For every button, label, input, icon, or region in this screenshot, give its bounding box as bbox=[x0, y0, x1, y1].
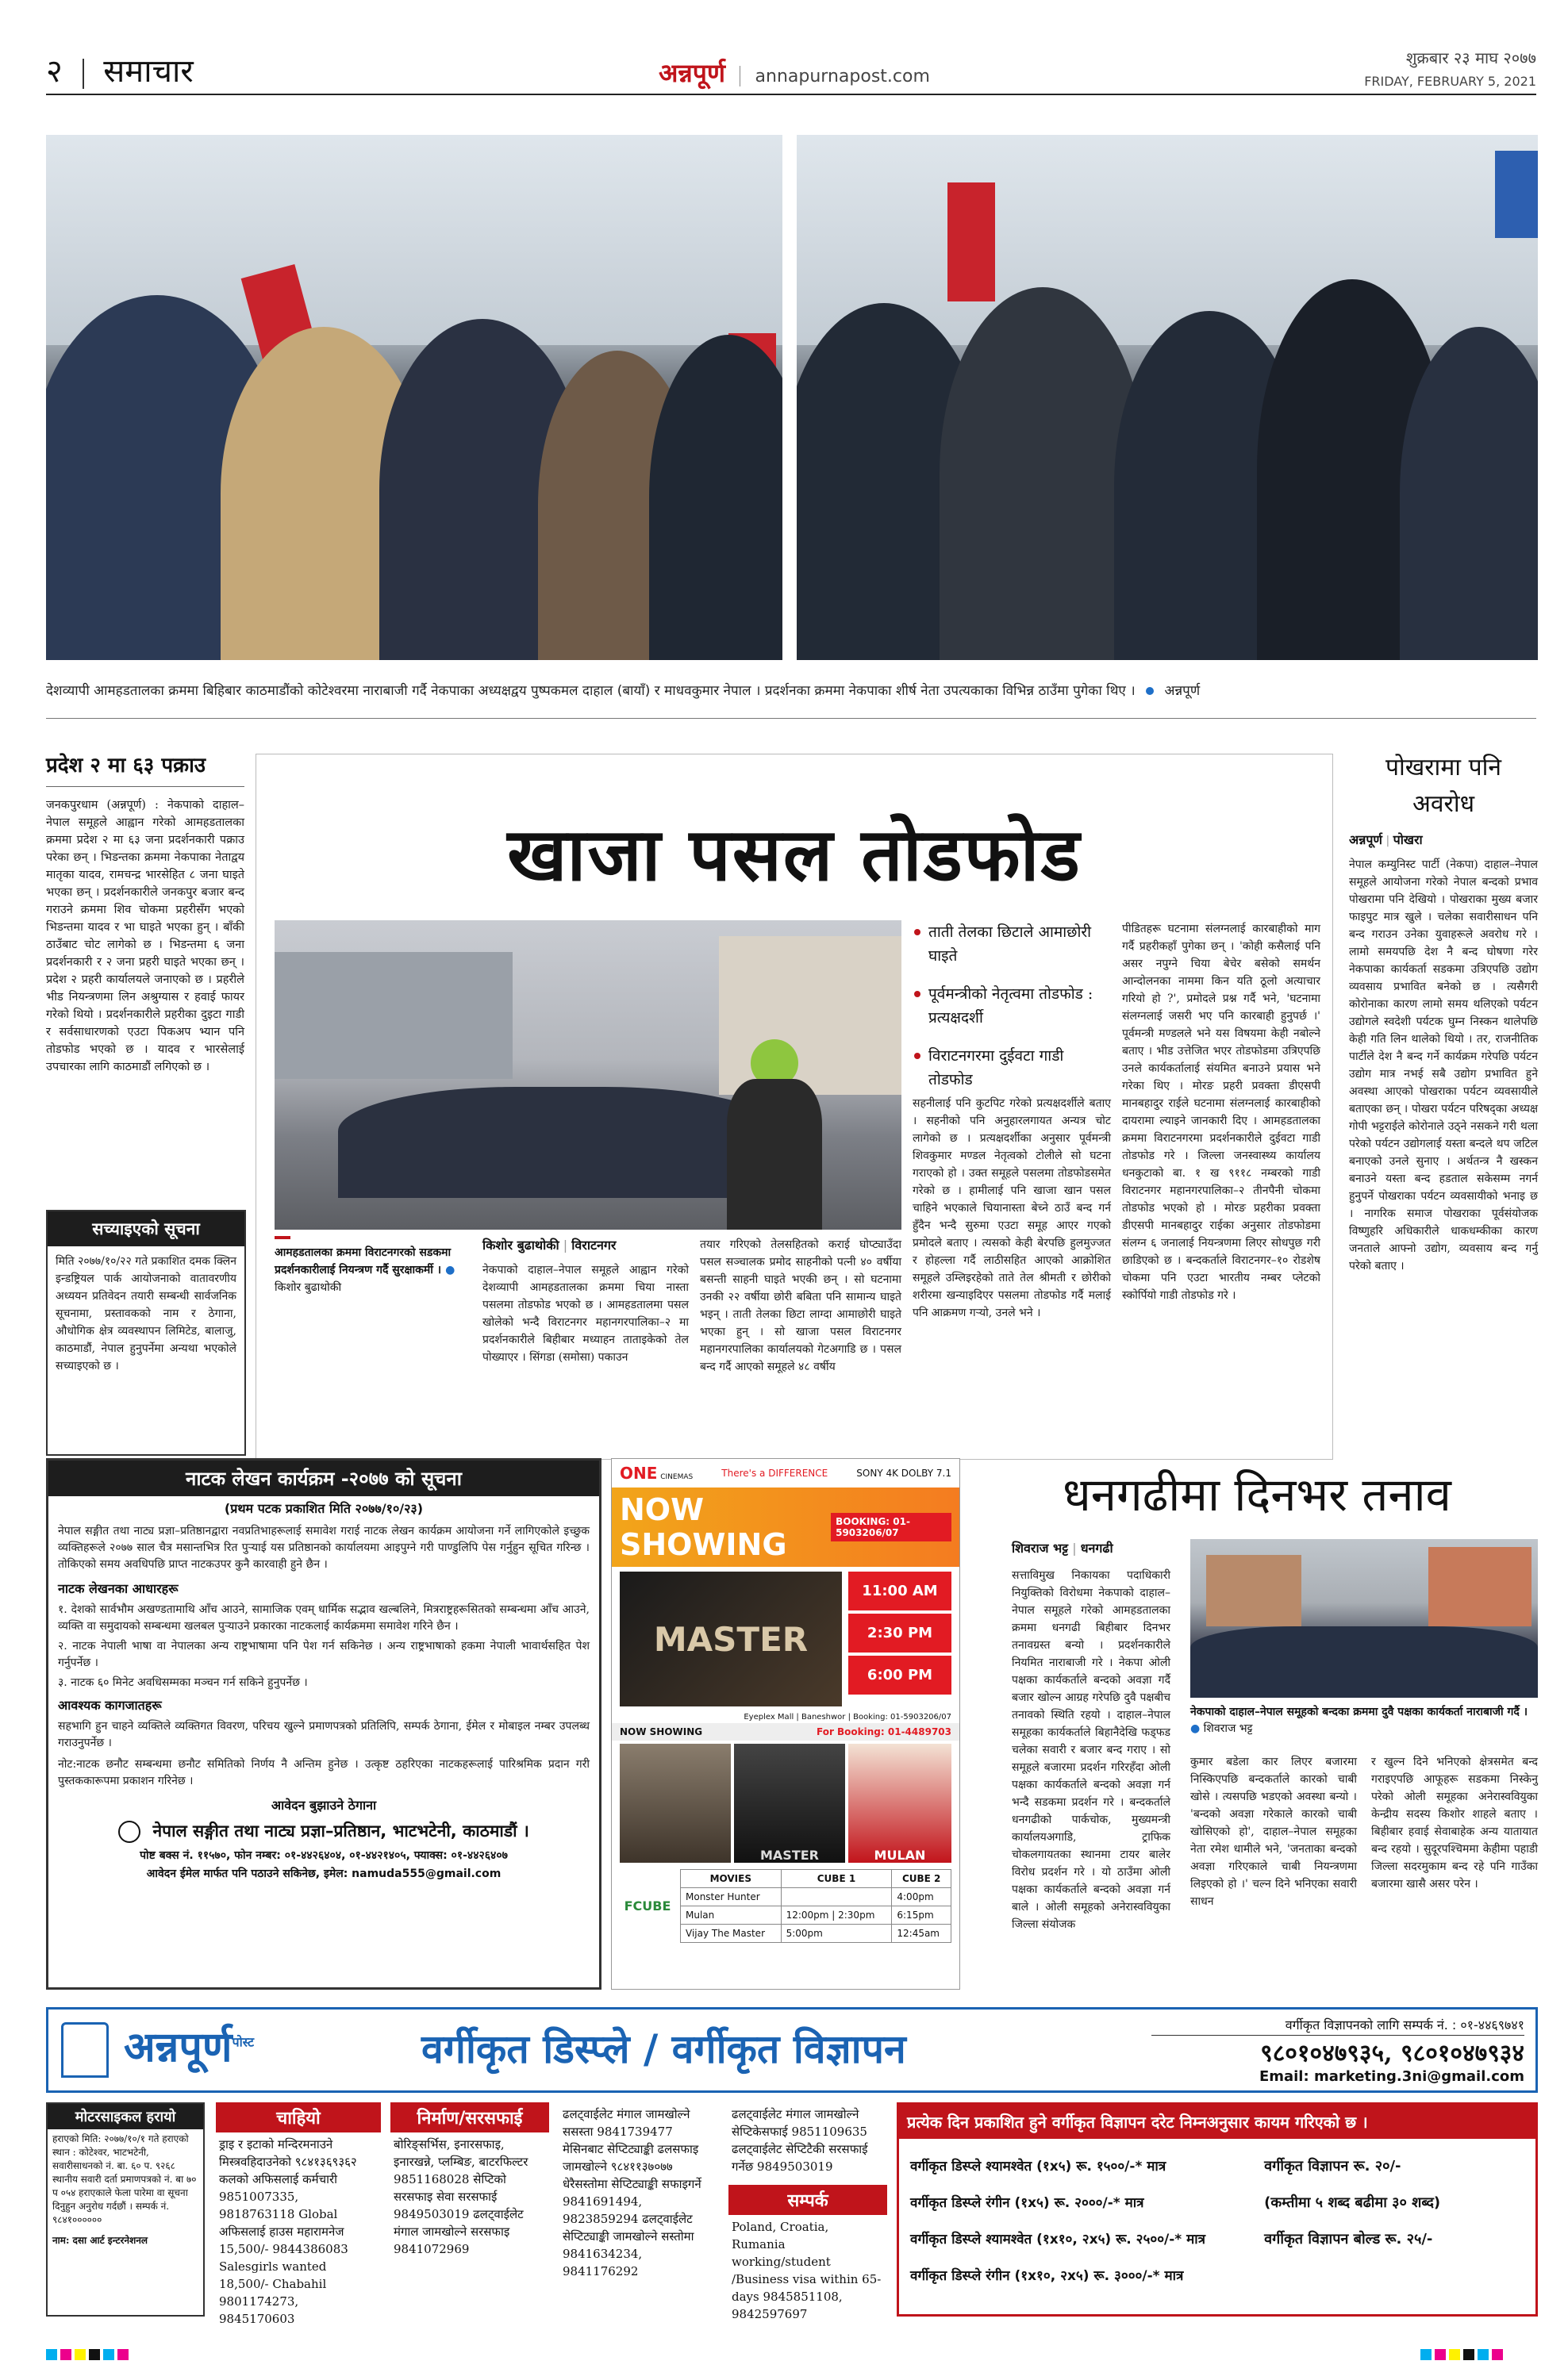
page-number: २ bbox=[46, 53, 63, 90]
rate-box bbox=[897, 2102, 1538, 2317]
natak-title: नाटक लेखन कार्यक्रम -२०७७ को सूचना bbox=[48, 1461, 599, 1496]
rate-columns bbox=[899, 2139, 1535, 2304]
site-url[interactable]: annapurnapost.com bbox=[755, 67, 930, 86]
natak-org bbox=[48, 1817, 599, 1846]
dhangadhi-col-1: सत्ताविमुख निकायका पदाधिकारी नियुक्तिको विरोधमा नेकपाको दाहाल–नेपाल समूहले गरेको आमहडतालका क्रममा धनगढी बिहीबार दिनभर तनावग्रस्त बन्यो । प्रदर्शनकारीले नियमित नाराबाजी गरे । नेकपा ओली पक्षका कार्यकर्ताले बन्दको अवज्ञा गर्दै बजार खोल्न आग्रह गरेपछि दुवै पक्षबीच तनावको स्थिति रहयो । दाहाल–नेपाल समूहका कार्यकर्ताले बिहानैदेखि फड्फड चलेका सवारी र बजार बन्द गराए । सो समूहले बजारमा प्रदर्शन गरिरहँदा ओली पक्षका कार्यकर्ताले बन्दको अवज्ञा गर्न भन्दै सडकमा प्रदर्शन गरे । बन्दकर्ताले धनगढीको पार्कचोक, मुख्यमन्त्री कार्यालयअगाडि, ट्राफिक चोकलगायतका स्थानमा टायर बालेर विरोध प्रदर्शन गरे । यो ठाउँमा ओली पक्षका कार्यकर्ताले बन्दको अवज्ञा गर्न बाले । ओली समूहको अनेरास्ववियुका जिल्ला संयोजक bbox=[1012, 1569, 1170, 1931]
table-cell: Mulan bbox=[681, 1906, 782, 1925]
pokhara-byline: अन्नपूर्ण | पोखरा bbox=[1349, 832, 1423, 847]
table-row bbox=[681, 1925, 951, 1943]
cinema-topbar bbox=[612, 1459, 959, 1488]
rate-right bbox=[1264, 2148, 1524, 2294]
natak-submit-title: आवेदन बुझाउने ठेगाना bbox=[271, 1798, 377, 1813]
cinema-venue: Eyeplex Mall | Baneshwor | Booking: 01-5903206/07 bbox=[744, 1713, 951, 1722]
banner-brand-name: अन्नपूर्ण bbox=[124, 2023, 233, 2071]
banner-phones: ९८०१०४७९३५, ९८०१०४७९३४ bbox=[1260, 2040, 1524, 2067]
motor-footer: नाम: दसा आर्ट इन्टरनेशनल bbox=[52, 2235, 148, 2246]
rate-item: वर्गीकृत विज्ञापन रू. २०/- bbox=[1264, 2158, 1401, 2175]
date-block bbox=[1364, 46, 1536, 94]
sampark-body: Poland, Croatia, Rumania working/student /Business visa within 65-days 9845851108, 9842597697 bbox=[732, 2220, 882, 2321]
natak-emblem-icon bbox=[118, 1821, 140, 1843]
dhangadhi-byline-name: शिवराज भट्ट bbox=[1012, 1541, 1069, 1556]
page-number-section bbox=[46, 48, 194, 91]
pokhara-byline-place: पोखरा bbox=[1393, 832, 1423, 847]
dhangadhi-photo-credit: शिवराज भट्ट bbox=[1203, 1722, 1253, 1735]
left-story-title: प्रदेश २ मा ६३ पक्राउ bbox=[46, 750, 244, 787]
rate-item: वर्गीकृत डिस्प्ले श्यामश्वेत (१x१०, २x५) रू. २५००/-* मात्र bbox=[910, 2232, 1206, 2248]
correction-notice-body: मिति २०७७/१०/२२ गते प्रकाशित दमक क्लिन इन्डष्ट्रियल पार्क आयोजनाको वातावरणीय अध्ययन प्रतिवेदन तयारी सम्बन्धी सार्वजनिक सूचनामा, प्रस्तावकको नाम र ठेगाना, औधोगिक क्षेत्र व्यवस्थापन लिमिटेड, बालाजु, काठमाडौं, नेपाल हुनुपर्नेमा अन्यथा भएकोले सच्याइएको छ । bbox=[56, 1255, 236, 1372]
dhangadhi-byline: शिवराज भट्ट | धनगढी bbox=[1012, 1541, 1113, 1556]
left-story-body: जनकपुरधाम (अन्नपूर्ण) : नेकपाको दाहाल–नेपाल समूहले आह्वान गरेको आमहडतालका क्रममा प्रदेश २ मा ६३ जना प्रदर्शनकारी पक्राउ परेका छन् । भिडन्तका क्रममा नेकपाका नेताद्वय मातृका यादव, रामचन्द्र भारसेहित ८ जना घाइते भएका छन् । प्रदर्शनकारीले जनकपुर बजार बन्द गराउने क्रममा शिव चोकमा प्रहरीसँग भएको भिडन्तमा यादव र भा घाइते भएका हुन् । बाँकी ठाउँबाट चोट लागेको छ । भिडन्तमा ६ जना प्रदर्शनकारी र २ जना प्रहरी घाइते भएका छन् । प्रदेश २ प्रहरी कार्यालयले जनाएको छ । प्रहरीले भीड नियन्त्रणमा लिन अश्रुग्यास र हवाई फायर गरेको थियो । प्रदर्शनकारीले प्रहरीका दुइटा गाडी र सर्वसाधारणको एउटा पिकअप भ्यान पनि तोडफोड भएको छ । यादव र भारसेलाई उपचारका लागि काठमाडौं लगिएको छ । bbox=[46, 799, 244, 1073]
now-showing-label: NOW SHOWING bbox=[620, 1492, 787, 1562]
booking-number: BOOKING: 01-5903206/07 bbox=[831, 1513, 951, 1541]
left-story bbox=[46, 750, 244, 1076]
master-poster-small[interactable]: MASTER bbox=[734, 1744, 845, 1863]
table-header: CUBE 2 bbox=[892, 1870, 951, 1888]
natak-criteria-title: नाटक लेखनका आधारहरू bbox=[58, 1581, 179, 1596]
feature-block bbox=[612, 1567, 959, 1711]
cinema-tagline: There's a DIFFERENCE bbox=[721, 1468, 828, 1479]
showtime[interactable]: 6:00 PM bbox=[848, 1656, 951, 1695]
now-showing-label-2: NOW SHOWING bbox=[620, 1726, 703, 1737]
rate-left bbox=[910, 2148, 1248, 2294]
col5-body: ढलट्वाईलेट मंगाल जामखोल्ने सेप्टिकेसफाई 9851109635 ढलट्वाईलेट सेप्टिटैकी सरसफाई गर्नेछ 9849503019 bbox=[732, 2107, 868, 2174]
natak-note: नोट:नाटक छनौट सम्बन्धमा छनौट समितिको निर्णय नै अन्तिम हुनेछ । उत्कृष्ट ठहरिएका नाटकहरूलाई पारिश्रमिक प्रदान गरी पुस्तककारूपमा प्रकाशन गरिनेछ । bbox=[58, 1758, 590, 1787]
mulan-poster[interactable]: MULAN bbox=[848, 1744, 951, 1863]
classified-nirman bbox=[390, 2102, 549, 2261]
bullet-item: ताती तेलका छिटाले आमाछोरी घाइते bbox=[913, 920, 1111, 968]
cinema-ad bbox=[611, 1458, 960, 1990]
bullet-dot-icon bbox=[1146, 687, 1154, 695]
nirman-body: बोरिङ्सर्भिस, इनारसफाइ, इनारखन्ने, प्लम्बिङ, बाटरफिल्टर 9851168028 सेप्टिको सरसफाइ सेवा सरसफाई 9849503019 ढलट्वाईलेट मंगाल जामखोल्ने सरसफाइ 9841072969 bbox=[394, 2137, 528, 2256]
main-col-1: नेकपाको दाहाल–नेपाल समूहले आह्वान गरेको देशव्यापी आमहडतालका क्रममा चिया नास्ता पसलमा तोडफोड भएको छ । आमहडतालमा पसल खोलेको भन्दै विराटनगर महानगरपालिका–२ मा प्रदर्शनकारीले बिहीबार मध्याहन ताताइकेको तेल पोख्याएर । सिंगडा (समोसा) पकाउन bbox=[482, 1264, 689, 1364]
main-byline: किशोर बुढाथोकी | विराटनगर bbox=[482, 1238, 617, 1253]
dhangadhi-title: धनगढीमा दिनभर तनाव bbox=[1063, 1468, 1451, 1522]
dhangadhi-col-2: कुमार बडेला कार लिएर बजारमा निस्किएपछि बन्दकर्ताले कारको चाबी खोसे । त्यसपछि भडएको अवस्था बन्यो । 'बन्दको अवज्ञा गरेकाले कारको चाबी खोसिएको हो', दाहाल–नेपाल समूहका नेता रमेश धामीले भने, 'जनताका बन्दको अवज्ञा गरिएकाले चाबी नियन्त्रणमा लिइएको हो ।' चल्न दिने भनिएका सवारी साधन bbox=[1190, 1756, 1357, 1908]
pokhara-story bbox=[1349, 750, 1538, 1275]
table-header: CUBE 1 bbox=[781, 1870, 892, 1888]
main-byline-name: किशोर बुढाथोकी bbox=[482, 1238, 559, 1253]
dhangadhi-photo-caption-block bbox=[1190, 1704, 1538, 1737]
table-cell: 12:00pm | 2:30pm bbox=[781, 1906, 892, 1925]
bullet-item: पूर्वमन्त्रीको नेतृत्वमा तोडफोड : प्रत्यक्षदर्शी bbox=[913, 982, 1111, 1030]
booking-number-2: For Booking: 01-4489703 bbox=[816, 1726, 951, 1737]
banner-brand-sub: पोस्ट bbox=[232, 2034, 255, 2050]
monster-hunter-poster[interactable] bbox=[620, 1744, 731, 1863]
pokhara-title-line1: पोखरामा पनि bbox=[1385, 754, 1502, 781]
registration-marks-left bbox=[46, 2348, 132, 2363]
correction-notice bbox=[46, 1210, 246, 1456]
now-showing-bar bbox=[612, 1488, 959, 1567]
natak-criteria-2: २. नाटक नेपाली भाषा वा नेपालका अन्य राष्ट्रभाषामा पनि पेश गर्न सकिनेछ । अन्य राष्ट्रभाषाको हकमा नेपाली भावार्थसहित पेश गर्नुपर्नेछ । bbox=[58, 1640, 590, 1669]
dhangadhi-photo bbox=[1190, 1539, 1538, 1698]
natak-email[interactable]: आवेदन ईमेल मार्फत पनि पठाउने सकिनेछ, इमेल: namuda555@gmail.com bbox=[146, 1868, 502, 1880]
rate-item: वर्गीकृत विज्ञापन बोल्ड रू. २५/- bbox=[1264, 2231, 1433, 2248]
classified-col5 bbox=[728, 2102, 887, 2326]
top-caption-credit: अन्नपूर्ण bbox=[1164, 683, 1201, 699]
fcube-logo: FCUBE bbox=[624, 1898, 671, 1914]
banner-email[interactable]: Email: marketing.3ni@gmail.com bbox=[1259, 2068, 1524, 2085]
table-cell: 4:00pm bbox=[892, 1888, 951, 1906]
table-cell: 6:15pm bbox=[892, 1906, 951, 1925]
table-row bbox=[681, 1888, 951, 1906]
main-col-3: सहनीलाई पनि कुटपिट गरेको प्रत्यक्षदर्शीले बताए । सहनीको पनि अनुहारलगायत अन्यत्र चोट लागेको छ । प्रत्यक्षदर्शीका अनुसार पूर्वमन्त्री शिवकुमार मण्डल नेतृत्वको टोलीले सो घटना गराएको हो । उक्त समूहले पसलमा तोडफोडसमेत गरेको छ । हामीलाई पनि खाजा खान पसल चाहिने भएकाले चियानास्ता बेच्ने ठाउँ बन्द गर्न हुँदैन भन्दै सुरुमा एउटा समूह आएर गएको प्रमोदले बताए । त्यसको केही बेरपछि हुलमुज्जत र होहल्ला गर्दै लाठीसहित आएको आक्रोशित समूहले उम्लिइरहेको ताते तेल श्रीमती र छोरीको शरीरमा खन्याइदिएर पसलमा तोडफोड गर्दै मलाई पनि आक्रमण गऱ्यो, उनले भने । bbox=[913, 1097, 1111, 1319]
main-byline-place: विराटनगर bbox=[571, 1238, 617, 1253]
natak-org-name: नेपाल सङ्गीत तथा नाट्य प्रज्ञा–प्रतिष्ठान, भाटभटेनी, काठमाडौं । bbox=[152, 1821, 529, 1841]
natak-intro: नेपाल सङ्गीत तथा नाट्य प्रज्ञा–प्रतिष्ठानद्वारा नवप्रतिभाहरूलाई समावेश गराई नाटक लेखन कार्यक्रम आयोजना गर्ने लागिएकोले इच्छुक व्यक्तिहरूले २०७७ साल चैत्र मसान्तभित्र रित पुऱ्याई यस प्रतिष्ठानको कार्यालयमा आइपुग्ने गरी पाण्डुलिपि पेस गर्नुहुन सूचित गरिन्छ । तोकिएको समय अवधिपछि प्राप्त नाटकउपर कुनै कारवाही हुने छैन । bbox=[58, 1525, 590, 1571]
bullet-dot-icon: ● bbox=[445, 1264, 455, 1276]
dhangadhi-photo-caption: नेकपाको दाहाल–नेपाल समूहको बन्दका क्रममा दुवै पक्षका कार्यकर्ता नाराबाजी गर्दै । bbox=[1190, 1706, 1528, 1718]
dhangadhi-col-3: र खुल्न दिने भनिएको क्षेत्रसमेत बन्द गराइएपछि आफूहरू सडकमा निस्केनु परेको ओली समूहका अनेरास्ववियुका केन्द्रीय सदस्य किशोर शाहले बताए । बिहीबार हवाई सेवाबाहेक अन्य यातायात बन्द रहयो । सुदूरपश्चिममा केहीमा पहाडी जिल्ला सदरमुकाम बन्द रहे पनि गाउँका बजारमा खासै असर परेन । bbox=[1371, 1756, 1538, 1891]
caption-rule bbox=[46, 718, 1536, 719]
table-cell: 12:45am bbox=[892, 1925, 951, 1943]
classified-col4 bbox=[559, 2102, 718, 2283]
natak-notice bbox=[46, 1458, 601, 1990]
pokhara-title bbox=[1349, 750, 1538, 823]
showtimes bbox=[848, 1572, 951, 1706]
chahiyo-title: चाहियो bbox=[216, 2102, 381, 2132]
now-showing-bar-2 bbox=[612, 1723, 959, 1741]
date-nepali: शुक्रबार २३ माघ २०७७ bbox=[1405, 48, 1536, 67]
dhangadhi-story bbox=[976, 1458, 1538, 1532]
rate-item: वर्गीकृत डिस्प्ले श्यामश्वेत (१x५) रू. १५००/-* मात्र bbox=[910, 2159, 1166, 2175]
main-photo-credit: किशोर बुढाथोकी bbox=[275, 1281, 342, 1294]
table-header: MOVIES bbox=[681, 1870, 782, 1888]
natak-criteria-1: १. देशको सार्वभौम अखण्डतामाथि आँच आउने, सामाजिक एवम् धार्मिक सद्भाव खल्बलिने, मित्रराष्ट्रहरूसितको सम्बन्धमा आँच आउने, व्यक्ति वा समुदायको सम्बन्धमा खलबल पुऱ्याउने प्रकारका नाटकलाई कार्यक्रममा समावेश गरिने छैन । bbox=[58, 1603, 590, 1633]
natak-contact: पोष्ट बक्स नं. ११५७०, फोन नम्बर: ०१-४४२६४०४, ०१-४४२१४०५, फ्याक्स: ०१-४४२६४०७ bbox=[140, 1849, 508, 1862]
section-title: समाचार bbox=[103, 53, 194, 90]
poster-row bbox=[612, 1741, 959, 1866]
header-rule bbox=[46, 94, 1536, 95]
pokhara-byline-name: अन्नपूर्ण bbox=[1349, 832, 1383, 847]
rate-item: (कम्तीमा ५ शब्द बढीमा ३० शब्द) bbox=[1264, 2194, 1441, 2211]
biratnagar-photo bbox=[275, 920, 901, 1230]
rate-item: वर्गीकृत डिस्प्ले रंगीन (१x५) रू. २०००/-* मात्र bbox=[910, 2195, 1144, 2211]
main-headline: खाजा पसल तोडफोड bbox=[507, 812, 1082, 897]
natak-docs-title: आवश्यक कागजातहरू bbox=[58, 1698, 162, 1713]
table-cell: Vijay The Master bbox=[681, 1925, 782, 1943]
bullet-dot-icon: ● bbox=[1190, 1722, 1201, 1735]
registration-marks-right bbox=[1420, 2348, 1506, 2363]
natak-criteria-3: ३. नाटक ६० मिनेट अवधिसम्मका मञ्चन गर्न सकिने हुनुपर्नेछ । bbox=[58, 1676, 308, 1689]
col4-body: ढलट्वाईलेट मंगाल जामखोल्ने ससस्ता 9841739477 मेसिनबाट सेप्टिट्याङ्की ढलसफाइ जामखोल्ने ९८४११३७०७७ धेरैसस्तोमा सेप्टिट्याङ्की सफाइगर्ने 9841691494, 9823859294 ढलट्वाईलेट सेप्टिट्याङ्की जामखोल्ने सस्तोमा 9841634234, 9841176292 bbox=[563, 2107, 701, 2278]
bullet-item: विराटनगरमा दुईवटा गाडी तोडफोड bbox=[913, 1044, 1111, 1092]
main-col-2: तयार गरिएको तेलसहितको कराई घोप्ट्याउँदा पसल सञ्चालक प्रमोद साहनीको पत्नी ४० वर्षीया बसन्ती साहनी घाइते भएकी छन् । सो घटनामा उनकी २२ वर्षीया छोरी बबिता पनि सामान्य घाइते भइन् । ताती तेलका छिटा लाग्दा आमाछोरी घाइते भएका हुन् । सो खाजा पसल विराटनगर महानगरपालिका कार्यालयको गेटअगाडि छ । पसल बन्द गर्दै आएको समूहले ४८ वर्षीय bbox=[700, 1238, 901, 1373]
classified-banner bbox=[46, 2007, 1538, 2093]
nirman-title: निर्माण/सरसफाई bbox=[390, 2102, 549, 2132]
showtime[interactable]: 11:00 AM bbox=[848, 1572, 951, 1610]
cinema-tech: SONY 4K DOLBY 7.1 bbox=[856, 1468, 951, 1479]
cinema-logo: ONE CINEMAS bbox=[620, 1464, 694, 1483]
masthead bbox=[659, 56, 930, 90]
banner-title: वर्गीकृत डिस्प्ले / वर्गीकृत विज्ञापन bbox=[421, 2026, 906, 2072]
chahiyo-body: ड्राइ र इटाको मन्दिरमनाउने मिस्त्रवहिदाउनेको ९८४१३६९३६२ कलको अफिसलाई कर्मचारी 9851007335, 9818763118 Global अफिसलाई हाउस महारामनेज 15,500/- 9844386083 Salesgirls wanted 18,500/- Chabahil 9801174273, 9845170603 bbox=[219, 2137, 357, 2326]
rate-item: वर्गीकृत डिस्प्ले रंगीन (१x१०, २x५) रू. ३०००/-* मात्र bbox=[910, 2268, 1184, 2284]
banner-contact bbox=[1151, 2016, 1524, 2085]
banner-contact-label: वर्गीकृत विज्ञापनको लागि सम्पर्क नं. : ०१-४४६९७४१ bbox=[1151, 2016, 1524, 2036]
pokhara-title-line2: अवरोध bbox=[1412, 790, 1475, 818]
natak-subtitle: (प्रथम पटक प्रकाशित मिति २०७७/१०/२३) bbox=[224, 1501, 424, 1516]
dhangadhi-byline-place: धनगढी bbox=[1080, 1541, 1113, 1556]
temple-logo-icon bbox=[61, 2022, 109, 2078]
table-cell: 5:00pm bbox=[781, 1925, 892, 1943]
main-col-4: पीडितहरू घटनामा संलग्नलाई कारबाहीको माग गर्दै प्रहरीकहाँ पुगेका छन् । 'कोही कसैलाई पनि असर नपुग्ने चिया बेचेर बसेको समर्थन आन्दोलनका नाममा किन यति ठूलो अत्याचार गरियो हो ?', प्रमोदले प्रश्न गर्दै भने, 'घटनामा संलग्नलाई जसरी भए पनि कारबाही हुनुपर्छ ।' पूर्वमन्त्री मण्डलले भने यस विषयमा केही नबोल्ने बताए । भीड उत्तेजित भएर तोडफोडमा उत्रिएपछि उनले कार्यकर्तालाई संयमित बनाउने प्रयास भने गरेका थिए । मोरङ प्रहरी प्रवक्ता डीएसपी मानबहादुर राईले घटनामा संलग्नलाई कारबाहीको दायरामा ल्याइने जानकारी दिए । आमहडतालका क्रममा विराटनगरमा प्रदर्शनकारीले दुईवटा गाडी तोडफोड गरे । जिल्ला जनस्वास्थ्य कार्यालय धनकुटाको बा. १ ख ९११८ नम्बरको गाडी विराटनगर महानगरपालिका–२ तीनपैनी चोकमा तोडफोड भएको हो । मोरङ प्रहरीका प्रवक्ता डीएसपी मानबहादुर राईका अनुसार तोडफोडमा संलग्न ६ जनालाई नियन्त्रणमा लिएर सोधपुछ गरी छाडिएको छ । बन्दकर्ताले विराटनगर–१० रोडशेष चोकमा पनि एउटा भारतीय नम्बर प्लेटको स्कोर्पियो गाडी तोडफोड गरे । bbox=[1122, 923, 1320, 1302]
pokhara-body: नेपाल कम्युनिस्ट पार्टी (नेकपा) दाहाल–नेपाल समूहले आयोजना गरेको नेपाल बन्दको प्रभाव पोखरामा पनि देखियो । पोखराका मुख्य बजार फाइपुट मात्र खुले । चलेका सवारीसाधन पनि बन्द गराउन उनेका युवाहरूले अवरोध गरे । लामो समयपछि देश नै बन्द घोषणा गरेर नेकपाका कार्यकर्ता सडकमा उत्रिएपछि उद्योग व्यवसाय प्रभावित बनेको छ । त्यसैगरी कोरोनाका कारण लामो समय थलिएको पर्यटन उद्योगले स्वदेशी पर्यटक घुम्न निस्कन थालेपछि केही गति लिन थालेको थियो । तर, राजनीतिक पार्टीले देश नै बन्द गर्ने कार्यक्रम गरेपछि पर्यटन उद्योग मात्र नभई सबै उद्योग प्रभावित हुने अवस्था आएको पोखराका पर्यटन व्यवसायीले बताएका छन् । पोखरा पर्यटन परिषद्का अध्यक्ष गोपी भट्टराईले कोरोनाले उठ्ने नसकने गरी थला परेको पर्यटन उद्योगलाई यस्ता बन्दले थप जटिल बनाएको उनले सुनाए । अर्थतन्त्र नै खस्कन बनाउने यस्ता बन्द हडताल सकेसम्म नगर्न हुनुपर्ने पोखराका पर्यटन व्यवसायीको भनाइ छ । नागरिक समाज पोखराका पूर्वसंयोजक विष्णुहरि अधिकारीले धाकधम्कीका कारण जनताले आफ्नो उद्योग, व्यवसाय बन्द गर्नु परेको बताए । bbox=[1349, 858, 1538, 1273]
main-photo-caption-block bbox=[275, 1236, 465, 1295]
showtime[interactable]: 2:30 PM bbox=[848, 1614, 951, 1653]
brand-logo: अन्नपूर्ण bbox=[659, 58, 726, 88]
sampark-title: सम्पर्क bbox=[728, 2185, 887, 2215]
date-english: FRIDAY, FEBRUARY 5, 2021 bbox=[1364, 74, 1536, 89]
correction-notice-title: सच्याइएको सूचना bbox=[48, 1211, 244, 1246]
table-cell: Monster Hunter bbox=[681, 1888, 782, 1906]
showtime-table bbox=[680, 1869, 951, 1943]
main-bullets bbox=[913, 920, 1111, 1106]
table-cell bbox=[781, 1888, 892, 1906]
rate-box-title: प्रत्येक दिन प्रकाशित हुने वर्गीकृत विज्ञापन दरेट निम्नअनुसार कायम गरिएको छ । bbox=[899, 2105, 1535, 2139]
classified-chahiyo bbox=[216, 2102, 381, 2331]
table-row bbox=[681, 1906, 951, 1925]
banner-brand bbox=[124, 2017, 254, 2074]
main-photo-caption: आमहडतालका क्रममा विराटनगरको सडकमा प्रदर्शनकारीलाई नियन्त्रण गर्दै सुरक्षाकर्मी । bbox=[275, 1246, 452, 1276]
natak-docs: सहभागि हुन चाहने व्यक्तिले व्यक्तिगत विवरण, परिचय खुल्ने प्रमाणपत्रको प्रतिलिपि, सम्पर्क ठेगाना, ईमेल र मोबाइल नम्बर उपलब्ध गराउनुपर्नेछ । bbox=[58, 1720, 590, 1749]
top-caption-text: देशव्यापी आमहडतालका क्रममा बिहिबार काठमाडौंको कोटेश्वरमा नाराबाजी गर्दै नेकपाका अध्यक्षद्वय पुष्पकमल दाहाल (बायाँ) र माधवकुमार नेपाल । प्रदर्शनका क्रममा नेकपाका शीर्ष नेता उपत्यकाका विभिन्न ठाउँमा पुगेका थिए । bbox=[46, 683, 1136, 699]
master-poster[interactable]: MASTER bbox=[620, 1572, 842, 1706]
motor-body: हराएको मिति: २०७७/१०/१ गते हराएको स्थान : कोटेश्वर, भाटभटेनी, सवारीसाधनको नं. बा. ६० प. ९२६८ स्थानीय सवारी दर्ता प्रमाणपत्रको नं. बा ७० प ०५४ हराएकाले फेला पारेमा वा सूचना दिनुहुन अनुरोध गर्दछौं । सम्पर्क नं. ९८४१०००००० bbox=[52, 2133, 197, 2225]
classified-motor bbox=[46, 2102, 205, 2317]
fcube-block bbox=[612, 1866, 959, 1946]
protest-photo-left bbox=[46, 135, 782, 660]
motor-title: मोटरसाइकल हरायो bbox=[48, 2104, 203, 2129]
top-photo-caption bbox=[46, 681, 1538, 699]
protest-photo-right bbox=[797, 135, 1538, 660]
